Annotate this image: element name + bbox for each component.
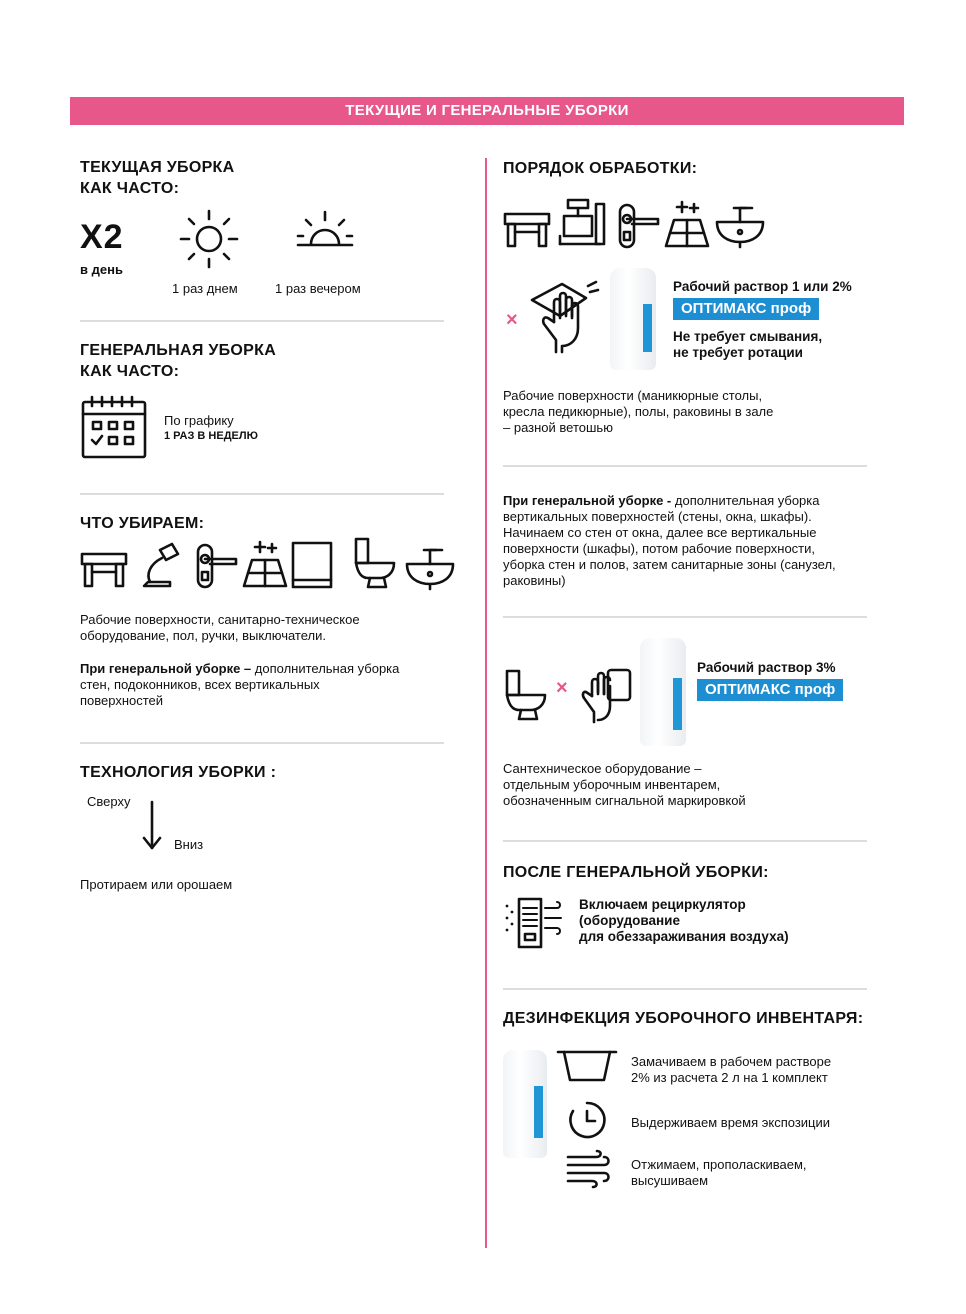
door-handle-icon [194, 542, 240, 590]
sun-icon [178, 208, 240, 270]
bottom-label: Вниз [174, 837, 204, 852]
technology-description: Протираем или орошаем [80, 877, 233, 892]
current-cleaning-title: ТЕКУЩАЯ УБОРКА КАК ЧАСТО: [80, 159, 235, 197]
what-we-clean-description: Рабочие поверхности, санитарно-техническое оборудование, пол, ручки, выключатели. [80, 612, 360, 643]
pedicure-chair-icon [556, 198, 610, 248]
floor-shine-icon [664, 198, 710, 250]
lamp-icon [140, 540, 180, 590]
separator [80, 742, 444, 744]
calendar-icon [80, 394, 148, 460]
top-label: Сверху [87, 794, 131, 809]
order-title: ПОРЯДОК ОБРАБОТКИ: [503, 160, 698, 177]
wind-dry-icon [566, 1149, 610, 1189]
table-icon [503, 208, 551, 248]
glove-cloth-icon [580, 666, 636, 724]
hand-wipe-icon [526, 278, 602, 354]
disinfection-title: ДЕЗИНФЕКЦИЯ УБОРОЧНОГО ИНВЕНТАРЯ: [503, 1010, 864, 1027]
separator [80, 320, 444, 322]
product3-badge: ОПТИМАКС проф [697, 679, 843, 701]
solution-label: Рабочий раствор 1 или 2% [673, 279, 852, 294]
product-bottle-image [640, 638, 686, 746]
product-note: Не требует смывания, не требует ротации [673, 329, 823, 360]
toilet-icon [352, 536, 398, 590]
cross-icon: × [506, 309, 518, 331]
sink-icon [404, 540, 456, 590]
column-divider [485, 158, 487, 1248]
solution3-label: Рабочий раствор 3% [697, 660, 836, 675]
page-banner: ТЕКУЩИЕ И ГЕНЕРАЛЬНЫЕ УБОРКИ [70, 97, 904, 125]
times-per-day-value: X2 [80, 218, 124, 256]
arrow-down-icon [140, 800, 164, 852]
separator [503, 616, 867, 618]
surfaces-description: Рабочие поверхности (маникюрные столы, кресла педикюрные), полы, раковины в зале – разной ветошью [503, 388, 774, 435]
sanitary-description: Сантехническое оборудование – отдельным уборочным инвентарем, обозначенным сигнальной маркировкой [503, 761, 746, 808]
toilet-icon [503, 668, 549, 722]
separator [503, 465, 867, 467]
order-general-description: При генеральной уборке - дополнительная уборка вертикальных поверхностей (стены, окна, шкафы). Начинаем со стен от окна, далее все вертикальные поверхности (шкафы), потом рабочие поверхности, уборка стен и полов, затем санитарные зоны (санузел, раковины) [503, 493, 836, 588]
separator [503, 988, 867, 990]
wall-panel-icon [290, 540, 334, 590]
separator [80, 493, 444, 495]
per-day-label: в день [80, 262, 123, 277]
recirculator-text: Включаем рециркулятор (оборудование для обеззараживания воздуха) [579, 897, 789, 944]
product-bottle-image [610, 268, 656, 370]
separator [503, 840, 867, 842]
soak-step-text: Замачиваем в рабочем растворе 2% из расчета 2 л на 1 комплект [631, 1054, 832, 1085]
schedule-label: По графику [164, 413, 234, 428]
basin-icon [556, 1048, 618, 1084]
sunset-icon [294, 208, 356, 252]
clock-icon [567, 1100, 607, 1140]
what-general-description: При генеральной уборке – дополнительная уборка стен, подоконников, всех вертикальных поверхностей [80, 661, 400, 708]
after-title: ПОСЛЕ ГЕНЕРАЛЬНОЙ УБОРКИ: [503, 864, 769, 881]
exposure-step-text: Выдерживаем время экспозиции [631, 1115, 831, 1130]
evening-label: 1 раз вечером [275, 281, 361, 296]
general-cleaning-title: ГЕНЕРАЛЬНАЯ УБОРКА КАК ЧАСТО: [80, 342, 277, 380]
product-badge: ОПТИМАКС проф [673, 298, 819, 320]
technology-title: ТЕХНОЛОГИЯ УБОРКИ : [80, 764, 277, 781]
product-bottle-image [503, 1050, 547, 1158]
door-handle-icon [616, 202, 662, 250]
weekly-label: 1 РАЗ В НЕДЕЛЮ [164, 430, 258, 442]
table-icon [80, 548, 128, 588]
dry-step-text: Отжимаем, прополаскиваем, высушиваем [631, 1157, 807, 1188]
cross-icon: × [556, 677, 568, 699]
floor-shine-icon [242, 538, 288, 590]
sink-icon [714, 198, 766, 248]
what-we-clean-title: ЧТО УБИРАЕМ: [80, 515, 205, 532]
day-label: 1 раз днем [172, 281, 238, 296]
recirculator-icon [503, 896, 565, 950]
